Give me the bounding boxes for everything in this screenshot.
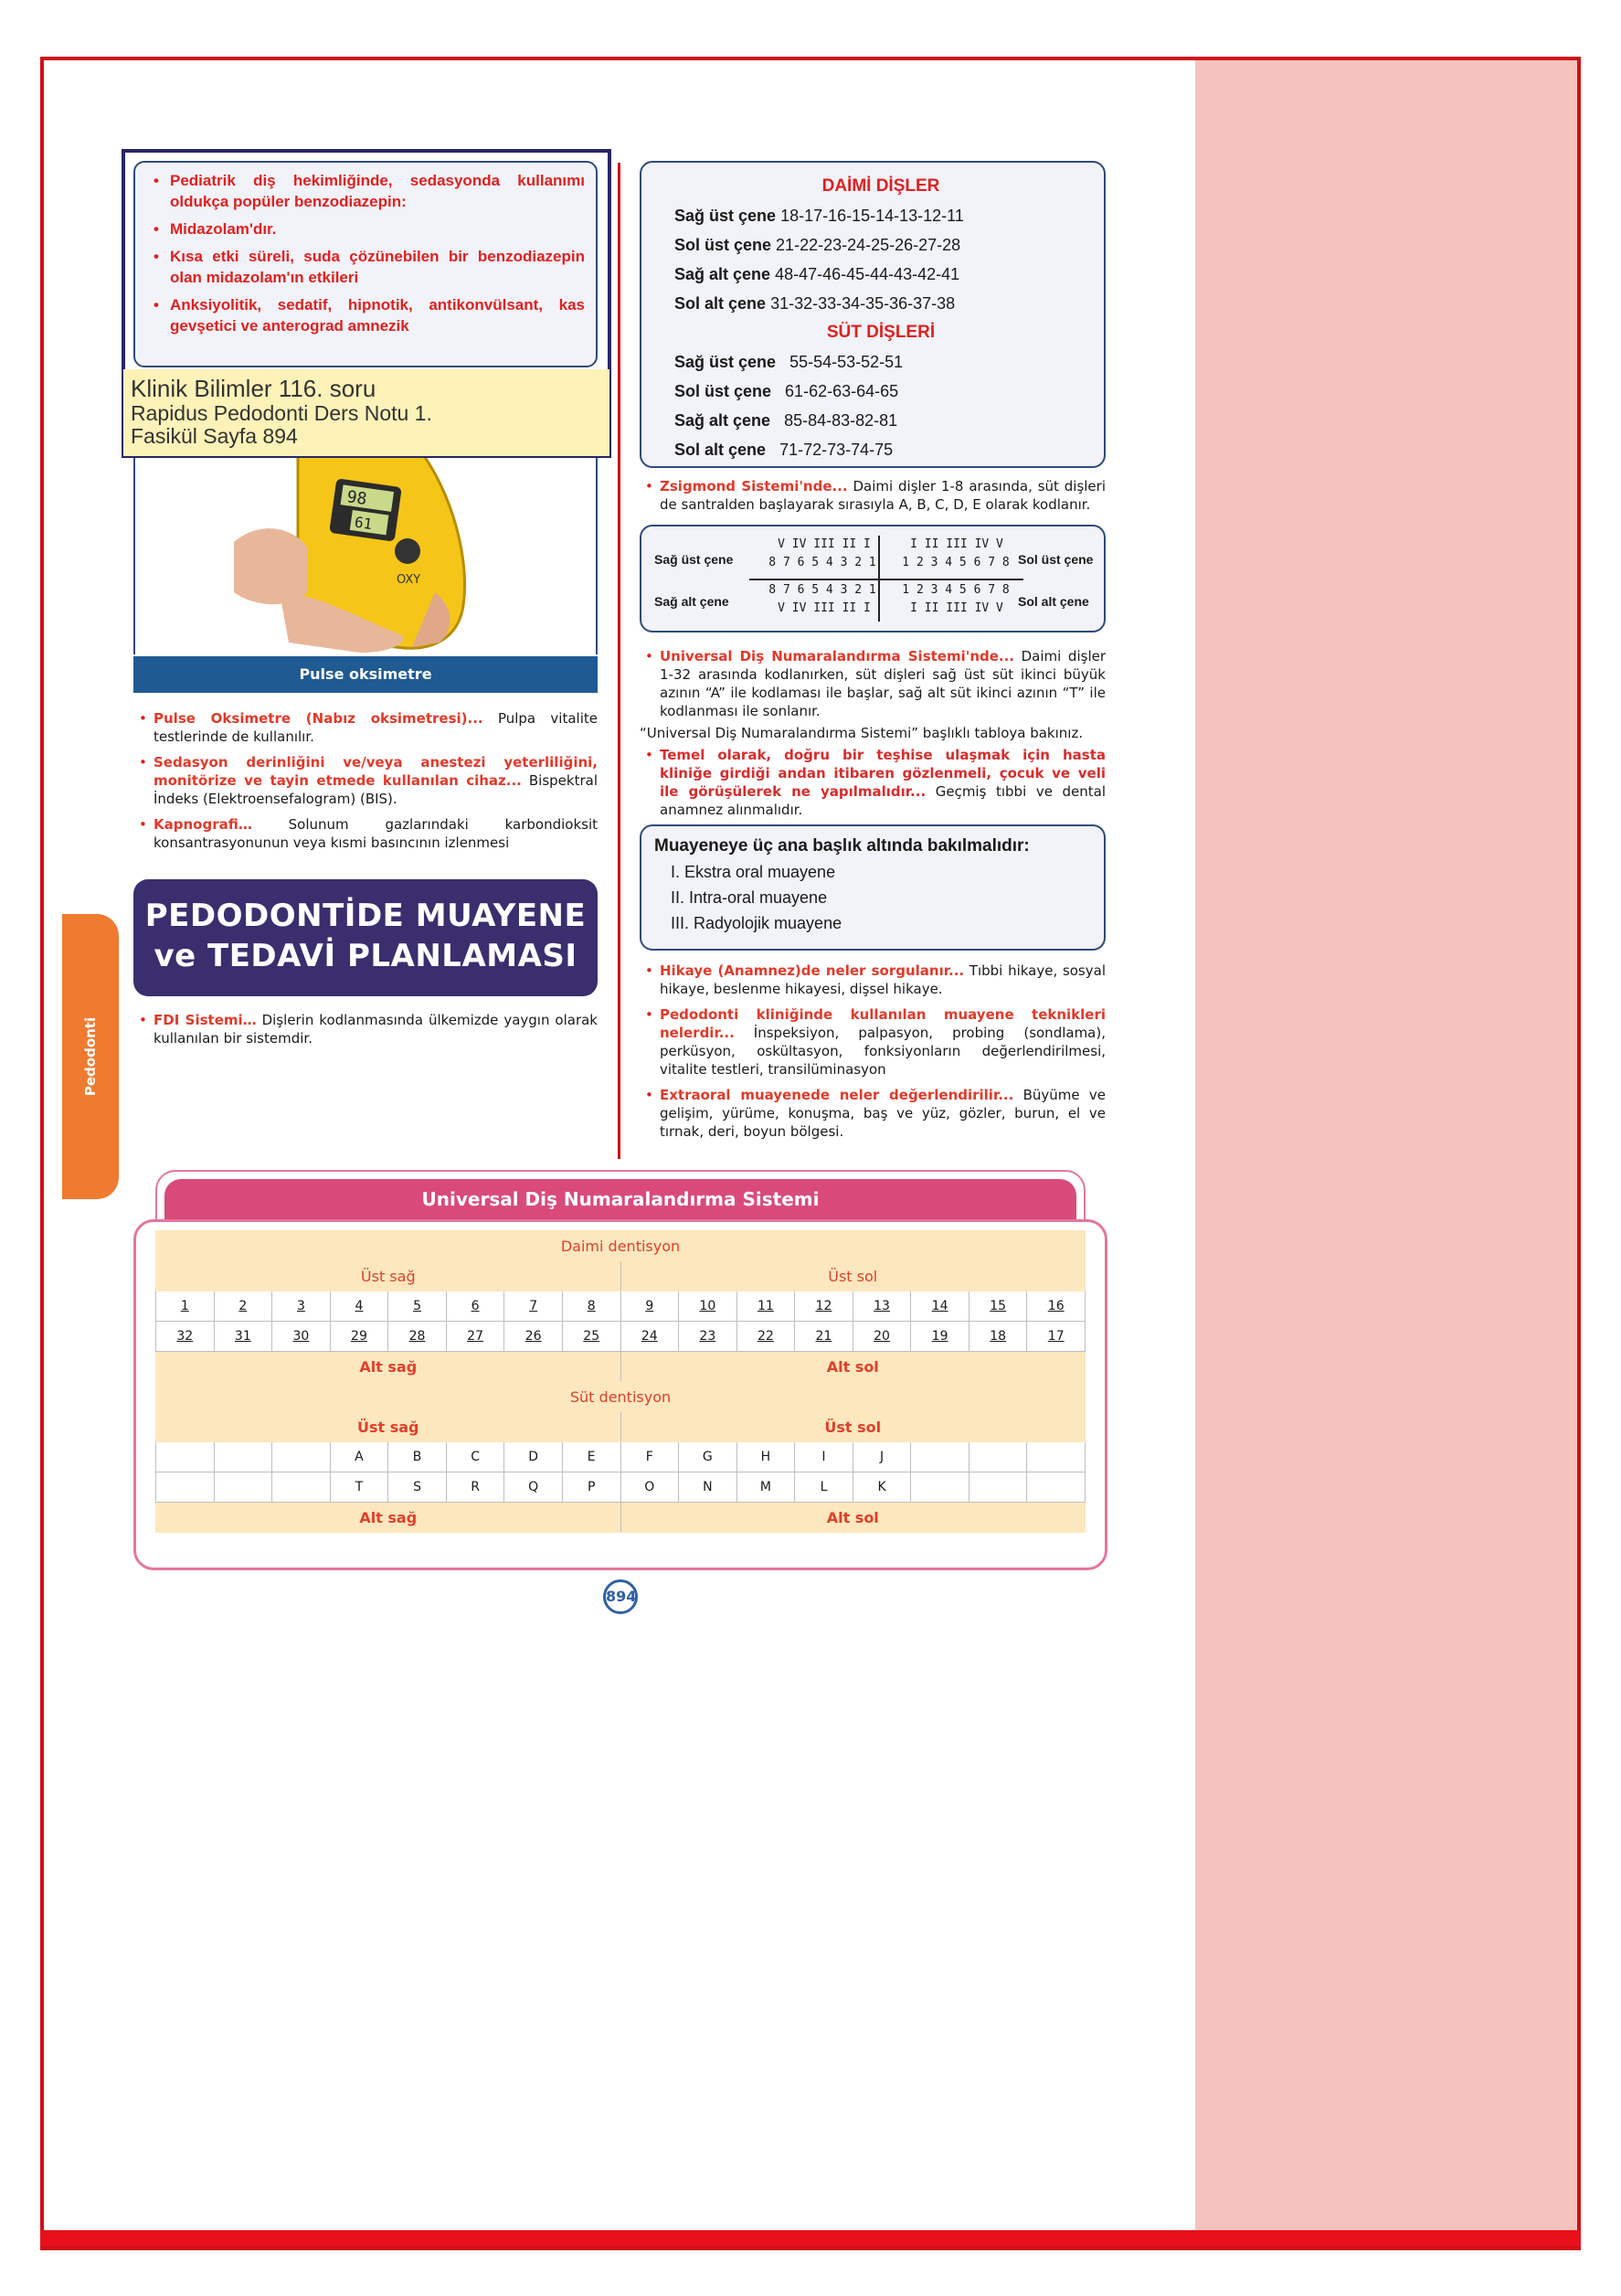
exam-item: II. Intra-oral muayene (671, 888, 828, 907)
universal-ref: “Universal Diş Numaralandırma Sistemi” başlıklı tabloya bakınız. (640, 725, 1084, 741)
primary-teeth-title: SÜT DİŞLERİ (826, 323, 936, 342)
sedation-item: • Midazolam'dır. (150, 218, 585, 239)
bullet-exam-techniques: • Pedodonti kliniğinde kullanılan muayene teknikleri nelerdir... İnspeksiyon, palpasyon, probing (sondlama), perküsyon, oskültasyon, fonksiyonların değerlendirilmesi, vitalite testleri, transilüminasyon (640, 1005, 1106, 1079)
bullet-anamnesis: • Hikaye (Anamnez)de neler sorgulanır... Tıbbi hikaye, sosyal hikaye, beslenme hikayesi, dişsel hikaye. (640, 962, 1106, 998)
header-upper-left: Üst sol (620, 1261, 1086, 1292)
zs-label-upper-right: Sağ üst çene (654, 552, 734, 567)
left-bullets (133, 709, 598, 852)
permanent-row: Sağ üst çene 18-17-16-15-14-13-12-11 (674, 207, 964, 225)
zs-vertical-line (878, 536, 880, 622)
zs-roman-upper-right: V IV III II I (778, 537, 871, 551)
header-lower-left: Alt sol (620, 1503, 1086, 1533)
section-title-banner (133, 879, 598, 996)
sedation-item: • Pediatrik diş hekimliğinde, sedasyonda kullanımı oldukça popüler benzodiazepin: (150, 170, 585, 212)
teeth-codes-box (640, 161, 1106, 468)
section-title-line1: PEDODONTİDE MUAYENE (144, 898, 587, 934)
exam-item: III. Radyolojik muayene (671, 914, 842, 932)
header-upper-right: Üst sağ (156, 1412, 621, 1442)
zs-nums-lower-left: 1 2 3 4 5 6 7 8 (902, 583, 1010, 597)
exam-box (640, 824, 1106, 951)
table-row-perm-upper: 1 2 3 4 5 6 7 8 9 10 11 12 13 14 15 16 (156, 1292, 1086, 1322)
header-lower-right: Alt sağ (156, 1352, 621, 1382)
diagnosis-note: • Temel olarak, doğru bir teşhise ulaşmak için hasta kliniğe girdiği andan itibaren gözlenmeli, çocuk ve veli ile görüşülerek ne yapılmalıdır... Geçmiş tıbbi ve dental anamnez alınmalıdır. (640, 746, 1106, 819)
primary-row: Sağ alt çene 85-84-83-82-81 (674, 411, 898, 430)
universal-table (155, 1230, 1086, 1533)
bottom-bar (40, 2230, 1581, 2247)
table-row-prim-lower: T S R Q P O N M L K (156, 1472, 1086, 1503)
note-line3: Fasikül Sayfa 894 (131, 424, 298, 448)
device-image-panel (133, 455, 598, 654)
zsigmondy-note: • Zsigmond Sistemi'nde... Daimi dişler 1-8 arasında, süt dişleri de santralden başlayarak sırasıyla A, B, C, D, E olarak kodlanır. (640, 477, 1106, 514)
source-note (123, 369, 609, 456)
device-screen-bottom: 61 (353, 513, 374, 534)
primary-row: Sağ üst çene 55-54-53-52-51 (674, 353, 904, 371)
primary-row: Sol alt çene 71-72-73-74-75 (674, 441, 894, 459)
sedation-item: • Kısa etki süreli, suda çözünebilen bir benzodiazepin olan midazolam'ın etkileri (150, 246, 585, 288)
zs-label-lower-left: Sol alt çene (1018, 594, 1089, 609)
exam-box-title: Muayeneye üç ana başlık altında bakılmalıdır: (654, 836, 1030, 856)
right-notes (640, 647, 1106, 819)
bullet-bis: • Sedasyon derinliğini ve/veya anestezi yeterliliğini, monitörize ve tayin etmede kullanılan cihaz... Bispektral İndeks (Elektroensefalogram) (BIS). (133, 753, 598, 808)
zs-horizontal-line (749, 579, 1023, 580)
zs-roman-lower-left: I II III IV V (910, 601, 1003, 615)
header-upper-left: Üst sol (620, 1412, 1086, 1442)
bullet-capnography: • Kapnografi… Solunum gazlarındaki karbondioksit konsantrasyonunun veya kısmi basıncının izlenmesi (133, 815, 598, 852)
pulse-oximeter-image (135, 455, 596, 654)
fdi-bullet: • FDI Sistemi… Dişlerin kodlanmasında ülkemizde yaygın olarak kullanılan bir sistemdir. (133, 1011, 598, 1047)
universal-table-title: Universal Diş Numaralandırma Sistemi (164, 1179, 1076, 1219)
header-lower-right: Alt sağ (156, 1503, 621, 1533)
zs-nums-lower-right: 8 7 6 5 4 3 2 1 (768, 583, 876, 597)
universal-note: • Universal Diş Numaralandırma Sistemi'nde... Daimi dişler 1-32 arasında kodlanırken, süt dişleri sağ üst süt ikinci büyük azının “A” ile kodlaması ile başlar, sağ alt süt ikinci azının “T” ile kodlanması ile sonlanır. (640, 647, 1106, 720)
permanent-row: Sol alt çene 31-32-33-34-35-36-37-38 (674, 294, 956, 313)
header-lower-left: Alt sol (620, 1352, 1086, 1382)
side-tab-label: Pedodonti (82, 1016, 99, 1097)
side-tab (62, 914, 119, 1199)
zs-roman-lower-right: V IV III II I (778, 601, 871, 615)
zs-label-lower-right: Sağ alt çene (654, 594, 729, 609)
header-upper-right: Üst sağ (156, 1261, 621, 1292)
page-number: 894 (603, 1579, 638, 1614)
bullet-pulse-oximeter: • Pulse Oksimetre (Nabız oksimetresi)... Pulpa vitalite testlerinde de kullanılır. (133, 709, 598, 746)
permanent-row: Sol üst çene 21-22-23-24-25-26-27-28 (674, 236, 961, 254)
table-row-prim-upper: A B C D E F G H I J (156, 1442, 1086, 1472)
image-caption: Pulse oksimetre (133, 656, 598, 693)
device-screen-top: 98 (345, 487, 368, 509)
sedation-item: • Anksiyolitik, sedatif, hipnotik, antikonvülsant, kas gevşetici ve anterograd amnezik (150, 294, 585, 336)
note-line2: Rapidus Pedodonti Ders Notu 1. (131, 401, 432, 425)
primary-dentition-header: Süt dentisyon (156, 1382, 1086, 1412)
section-title-line2: ve TEDAVİ PLANLAMASI (154, 938, 577, 974)
zsigmondy-grid (640, 525, 1106, 632)
bullet-extraoral: • Extraoral muayenede neler değerlendirilir... Büyüme ve gelişim, yürüme, konuşma, baş ve yüz, gözler, burun, el ve tırnak, deri, boyun bölgesi. (640, 1086, 1106, 1141)
permanent-dentition-header: Daimi dentisyon (156, 1231, 1086, 1261)
zs-roman-upper-left: I II III IV V (910, 537, 1003, 551)
zs-nums-upper-right: 8 7 6 5 4 3 2 1 (768, 556, 876, 569)
zs-label-upper-left: Sol üst çene (1018, 552, 1094, 567)
primary-row: Sol üst çene 61-62-63-64-65 (674, 382, 899, 400)
exam-item: I. Ekstra oral muayene (671, 863, 836, 881)
permanent-teeth-title: DAİMİ DİŞLER (821, 176, 940, 196)
right-bullets (640, 962, 1106, 1141)
table-row-perm-lower: 32 31 30 29 28 27 26 25 24 23 22 21 20 19 18 17 (156, 1322, 1086, 1352)
note-line1: Klinik Bilimler 116. soru (131, 375, 376, 402)
device-brand: OXY (397, 573, 421, 587)
column-divider (618, 163, 620, 1159)
zs-nums-upper-left: 1 2 3 4 5 6 7 8 (902, 556, 1010, 569)
permanent-row: Sağ alt çene 48-47-46-45-44-43-42-41 (674, 265, 960, 283)
